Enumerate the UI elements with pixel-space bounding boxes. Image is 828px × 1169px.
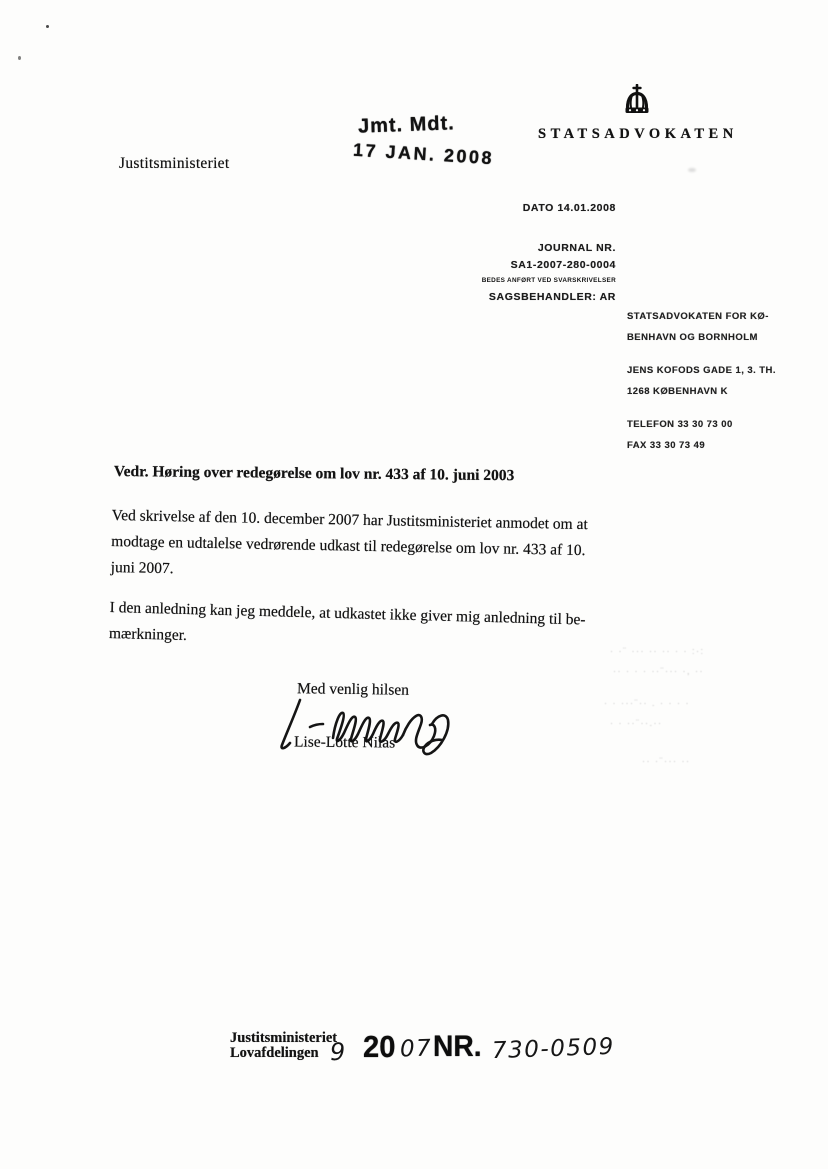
- body-line: I den anledning kan jeg meddele, at udkastet ikke giver mig anledning til be-: [109, 598, 586, 629]
- signer-name: Lise-Lotte Nilas: [293, 733, 396, 752]
- body-line: modtage en udtalelse vedrørende udkast til redegørelse om lov nr. 433 af 10.: [111, 532, 586, 560]
- body-paragraph-1: [111, 503, 588, 590]
- body-paragraph-2: [109, 595, 586, 659]
- scan-speck: [18, 56, 21, 60]
- faint-smudge-line: ·· ·¨··· ··: [642, 756, 691, 766]
- footer-stamp-org-line1: Justitsministeriet: [230, 1030, 338, 1046]
- meta-caseworker: SAGSBEHANDLER: AR: [488, 291, 616, 303]
- body-line: mærkninger.: [108, 624, 188, 645]
- sender-street: JENS KOFODS GADE 1, 3. TH.: [627, 365, 776, 376]
- body-line: juni 2007.: [110, 558, 174, 578]
- meta-journal-note: BEDES ANFØRT VED SVARSKRIVELSER: [481, 277, 616, 284]
- recipient-name: Justitsministeriet: [119, 155, 230, 172]
- sender-phone: TELEFON 33 30 73 00: [627, 419, 733, 430]
- footer-year-printed: 20: [363, 1029, 396, 1064]
- body-line: Ved skrivelse af den 10. december 2007 har Justitsministeriet anmodet om at: [111, 506, 588, 534]
- meta-date: DATO 14.01.2008: [522, 202, 616, 214]
- crown-icon: [622, 84, 652, 116]
- received-stamp-org: Jmt. Mdt.: [357, 112, 456, 138]
- footer-stamp-org-line2: Lovafdelingen: [230, 1045, 319, 1061]
- sender-fax: FAX 33 30 73 49: [627, 440, 706, 451]
- faint-smudge-line: · · ···¨·· . · · · ·: [604, 698, 690, 708]
- received-stamp-date: 17 JAN. 2008: [352, 139, 495, 169]
- faint-smudge-line: · ·¨ ··· ·· ·· · · :·:: [610, 646, 705, 656]
- sender-address-block: [627, 306, 823, 456]
- journal-meta-block: [400, 202, 616, 303]
- scan-speck: [46, 25, 49, 28]
- sender-org-line1: STATSADVOKATEN FOR KØ-: [627, 311, 769, 322]
- letterhead-title: STATSADVOKATEN: [538, 126, 738, 142]
- closing-phrase: Med venlig hilsen: [296, 680, 410, 699]
- meta-journal-label: JOURNAL NR.: [537, 242, 616, 254]
- faint-smudge-line: ·· · · · ··¨··· ·, ··: [613, 666, 704, 676]
- sender-city: 1268 KØBENHAVN K: [627, 386, 728, 397]
- meta-journal-number: SA1-2007-280-0004: [510, 259, 616, 271]
- footer-nr-label: NR.: [433, 1030, 482, 1063]
- footer-year-handwritten: 07: [399, 1035, 433, 1063]
- footer-number-handwritten: 730-0509: [491, 1033, 616, 1065]
- faint-smudge-line: · · ··¨··.··: [610, 718, 663, 728]
- scan-speck: [688, 168, 696, 172]
- sender-org-line2: BENHAVN OG BORNHOLM: [627, 332, 758, 343]
- subject-line: Vedr. Høring over redegørelse om lov nr. 433 af 10. juni 2003: [113, 463, 515, 485]
- footer-handwritten-digit: 9: [329, 1037, 348, 1067]
